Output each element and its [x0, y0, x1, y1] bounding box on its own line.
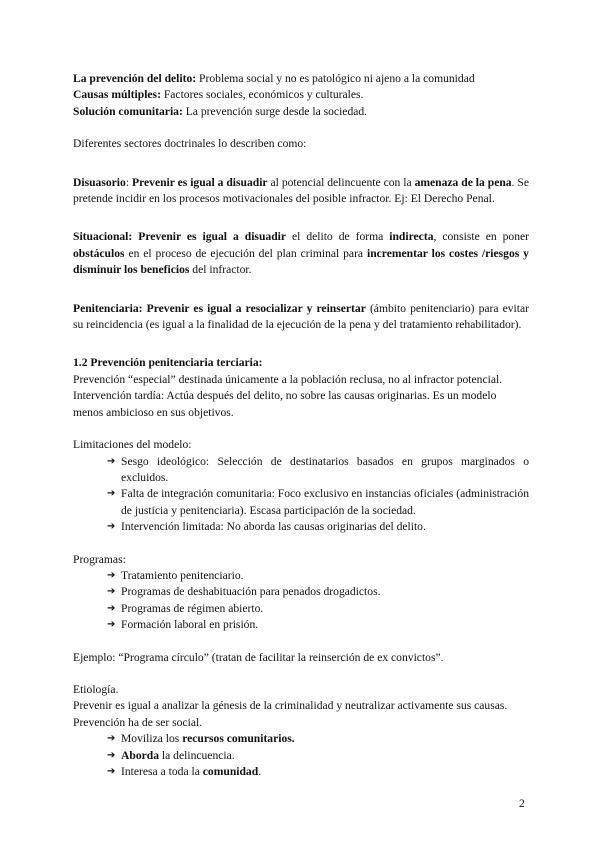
bold-run: Aborda	[121, 748, 160, 762]
etiologia-line: Prevención ha de ser social.	[73, 715, 203, 729]
programas-title: Programas:	[73, 552, 126, 566]
list-item-text: Sesgo ideológico: Selección de destinatarios basados en grupos marginados o excluidos.	[121, 454, 529, 484]
text-run: del infractor.	[189, 263, 252, 277]
list-item-text: Tratamiento penitenciario.	[121, 568, 244, 582]
text-run: el delito de forma	[286, 230, 390, 244]
ejemplo-paragraph: Ejemplo: “Programa círculo” (tratan de facilitar la reinserción de ex convictos”.	[73, 650, 444, 664]
list-item-text: Intervención limitada: No aborda las causas originarias del delito.	[121, 520, 426, 534]
term-label: Penitenciaria:	[73, 301, 143, 315]
list-item	[107, 731, 529, 747]
arrow-right-icon: ➔	[107, 619, 116, 631]
intro-label: La prevención del delito:	[73, 72, 197, 85]
list-item	[107, 568, 529, 584]
bold-run: indirecta	[389, 230, 434, 244]
list-item	[107, 748, 529, 764]
list-item	[107, 601, 529, 617]
list-item	[107, 486, 529, 519]
arrow-right-icon: ➔	[107, 586, 116, 598]
text-run: al potencial delincuente con la	[267, 175, 415, 189]
bold-run: Prevenir es igual a resocializar y reinsertar	[142, 301, 366, 315]
arrow-right-icon: ➔	[107, 733, 116, 745]
bold-run: obstáculos	[73, 246, 125, 260]
intro-label: Solución comunitaria:	[73, 104, 183, 118]
term-label: Situacional:	[73, 230, 133, 244]
page-number: 2	[519, 797, 525, 810]
intro-text: Factores sociales, económicos y culturales.	[160, 88, 364, 102]
sectores-paragraph: Diferentes sectores doctrinales lo describen como:	[73, 137, 307, 151]
limitaciones-title: Limitaciones del modelo:	[73, 438, 192, 452]
list-item	[107, 584, 529, 600]
list-item	[107, 617, 529, 633]
etiologia-line: Prevenir es igual a analizar la génesis de la criminalidad y neutralizar activamente sus causas.	[73, 699, 508, 713]
programas-list	[73, 568, 529, 634]
intro-text: La prevención surge desde la sociedad.	[182, 104, 368, 118]
text-run: Interesa a toda la	[121, 765, 203, 778]
text-run: la delincuencia.	[159, 748, 235, 762]
intro-line-causas	[73, 87, 529, 103]
intro-line-prevencion	[73, 71, 529, 87]
text-run: (ámbito penitenciario) para evitar su reincidencia (es igual a la finalidad de la ejecución de la pena y del tratamiento rehabilitador).	[73, 301, 529, 332]
text-run: .	[258, 765, 262, 778]
arrow-right-icon: ➔	[107, 766, 116, 777]
penitenciaria-paragraph	[73, 301, 529, 334]
section-line: Intervención tardía: Actúa después del delito, no sobre las causas originarias. Es un modelo menos ambicioso en sus objetivos.	[73, 389, 497, 419]
page-content	[73, 71, 529, 780]
section-line: Prevención “especial” destinada únicamente a la población reclusa, no al infractor potencial.	[73, 372, 503, 386]
text-run: en el proceso de ejecución del plan criminal para	[124, 246, 367, 260]
situacional-paragraph	[73, 229, 529, 278]
list-item	[107, 519, 529, 535]
bold-run: comunidad	[202, 765, 259, 778]
list-item	[107, 454, 529, 487]
etiologia-list	[73, 731, 529, 780]
arrow-right-icon: ➔	[107, 455, 116, 467]
list-item-text: Falta de integración comunitaria: Foco exclusivo en instancias oficiales (administración de justicia y penitenciaria). Escasa participación de la sociedad.	[121, 487, 529, 517]
list-item-text: Programas de deshabituación para penados drogadictos.	[121, 585, 381, 599]
text-run: :	[125, 175, 132, 189]
arrow-right-icon: ➔	[107, 488, 116, 500]
list-item	[107, 764, 529, 780]
intro-line-solucion	[73, 104, 529, 120]
bold-run: amenaza de la pena	[414, 175, 512, 189]
section-heading: 1.2 Prevención penitenciaria terciaria:	[73, 356, 263, 370]
term-label: Disuasorio	[73, 175, 126, 189]
list-item-text: Programas de régimen abierto.	[121, 601, 264, 615]
intro-label: Causas múltiples:	[73, 88, 161, 102]
bold-run: Prevenir es igual a disuadir	[131, 175, 268, 189]
disuasorio-paragraph	[73, 175, 529, 208]
text-run: Moviliza los	[121, 732, 183, 746]
arrow-right-icon: ➔	[107, 749, 116, 761]
intro-text: Problema social y no es patológico ni ajeno a la comunidad	[196, 72, 475, 85]
limitaciones-list	[73, 454, 529, 536]
text-run: , consiste en poner	[433, 230, 529, 244]
bold-run: recursos comunitarios.	[182, 732, 295, 746]
list-item-text: Formación laboral en prisión.	[121, 618, 259, 632]
arrow-right-icon: ➔	[107, 569, 116, 581]
text-run: . Se pretende incidir en los procesos motivacionales del posible infractor. Ej: El Derecho Penal.	[73, 175, 530, 206]
arrow-right-icon: ➔	[107, 521, 116, 533]
arrow-right-icon: ➔	[107, 602, 116, 614]
bold-run: Prevenir es igual a disuadir	[132, 230, 287, 244]
bold-run: incrementar los costes /riesgos y disminuir los beneficios	[73, 246, 529, 277]
etiologia-title: Etiología.	[73, 682, 119, 696]
